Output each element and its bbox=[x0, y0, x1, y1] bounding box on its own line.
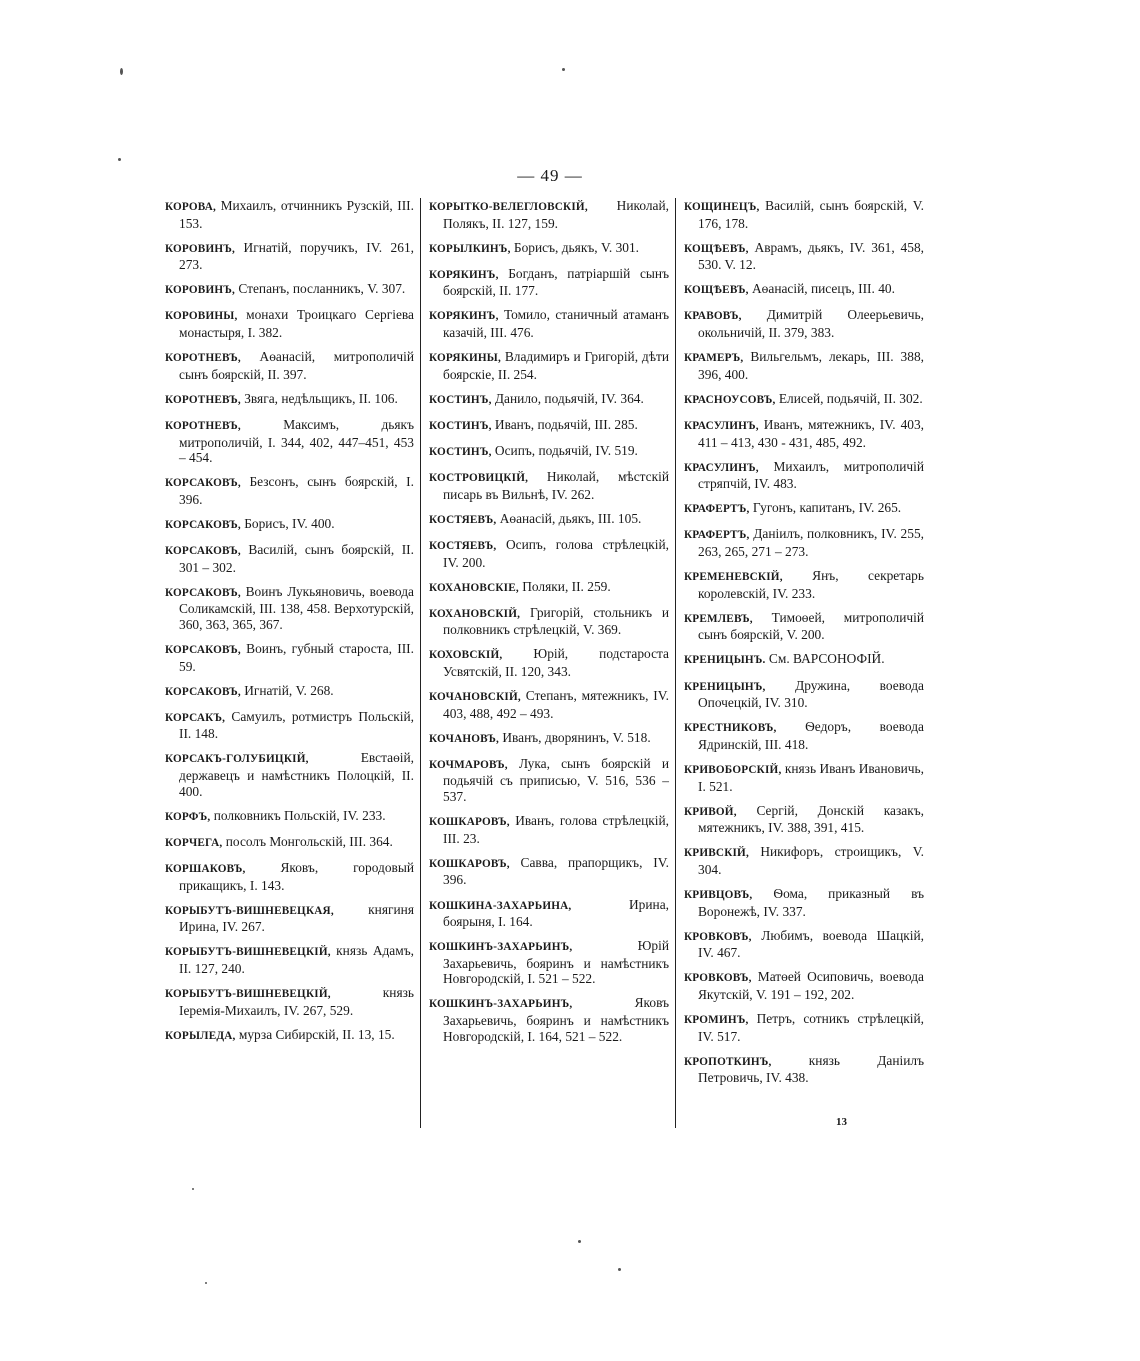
entry-headword: КРЕМЕНЕВСКІЙ, bbox=[684, 571, 783, 584]
index-entry bbox=[165, 474, 414, 507]
index-entry bbox=[684, 568, 924, 601]
entry-headword: КОРСАКОВЪ, bbox=[165, 643, 241, 656]
entry-headword: КОРСАКЪ, bbox=[165, 711, 226, 724]
entry-headword: КОРСАКОВЪ, bbox=[165, 545, 241, 557]
entry-headword: КОРЫБУТЪ-ВИШНЕВЕЦКАЯ, bbox=[165, 904, 334, 917]
entry-text: Савва, прапорщикъ, IV. 396. bbox=[443, 854, 669, 888]
scan-speck bbox=[578, 1240, 581, 1243]
entry-text: мурза Сибирскій, II. 13, 15. bbox=[235, 1026, 395, 1042]
entry-headword: КОЧАНОВЪ, bbox=[429, 732, 499, 745]
entry-headword: КРОВКОВЪ, bbox=[684, 972, 752, 985]
entry-headword: КРИВЦОВЪ, bbox=[684, 889, 753, 901]
index-entry bbox=[165, 417, 414, 466]
entry-headword: КРАСУЛИНЪ, bbox=[684, 419, 759, 432]
entry-text: Томило, станичный атаманъ казачій, III. 476. bbox=[443, 307, 669, 341]
index-entry bbox=[165, 240, 414, 273]
entry-text: Поляки, II. 259. bbox=[518, 578, 611, 594]
scan-speck bbox=[618, 1268, 621, 1271]
entry-headword: КОРСАКЪ-ГОЛУБИЦКІЙ, bbox=[165, 753, 309, 766]
index-entry bbox=[165, 198, 414, 231]
index-entry bbox=[165, 391, 414, 409]
entry-text: Петръ, сотникъ стрѣлецкій, IV. 517. bbox=[698, 1011, 924, 1044]
entry-text: Яковъ, городовый прикащикъ, I. 143. bbox=[179, 859, 414, 893]
entry-headword: КОЧАНОВСКІЙ, bbox=[429, 691, 521, 704]
entry-headword: КОСТЯЕВЪ, bbox=[429, 513, 497, 526]
entry-headword: КОСТИНЪ, bbox=[429, 419, 492, 432]
entry-headword: КОРФЪ, bbox=[165, 810, 211, 823]
entry-text: Безсонъ, сынъ боярскій, I. 396. bbox=[179, 474, 414, 507]
entry-text: Никифоръ, строищикъ, V. 304. bbox=[698, 844, 924, 877]
index-entry bbox=[429, 511, 669, 529]
entry-headword: КОРОТНЕВЪ, bbox=[165, 352, 241, 365]
entry-headword: КОРШАКОВЪ, bbox=[165, 862, 246, 875]
entry-text: Николай, Полякъ, II. 127, 159. bbox=[443, 198, 669, 231]
entry-text: Ѳедоръ, воевода Ядринскій, III. 418. bbox=[698, 719, 924, 752]
index-entry bbox=[684, 1011, 924, 1044]
entry-headword: КРОПОТКИНЪ, bbox=[684, 1055, 772, 1068]
entry-text: Игнатій, поручикъ, IV. 261, 273. bbox=[179, 239, 414, 273]
entry-text: Юрій Захарьевичь, бояринъ и намѣстникъ Новгородскій, I. 521 – 522. bbox=[443, 938, 669, 987]
entry-headword: КОЩѢЕВЪ, bbox=[684, 284, 749, 297]
index-entry bbox=[684, 349, 924, 382]
entry-headword: КРАСНОУСОВЪ, bbox=[684, 393, 776, 406]
entry-headword: КРАСУЛИНЪ, bbox=[684, 461, 759, 474]
index-entry bbox=[429, 198, 669, 231]
entry-headword: КОРЫБУТЪ-ВИШНЕВЕЦКІЙ, bbox=[165, 946, 331, 959]
entry-headword: КОЧМАРОВЪ, bbox=[429, 758, 508, 771]
scan-speck bbox=[562, 68, 565, 71]
index-entry bbox=[429, 469, 669, 502]
page-number: — 49 — bbox=[517, 166, 583, 185]
index-entry bbox=[165, 683, 414, 701]
entry-headword: КОХОВСКІЙ, bbox=[429, 649, 503, 662]
entry-text: Иванъ, голова стрѣлецкій, III. 23. bbox=[443, 813, 669, 846]
entry-headword: КОРСАКОВЪ, bbox=[165, 477, 241, 490]
index-entry bbox=[684, 240, 924, 273]
index-entry bbox=[684, 1053, 924, 1086]
entry-text: Лука, сынъ боярскій и подьячій съ приписью, V. 516, 536 – 537. bbox=[443, 755, 669, 805]
entry-text: Василій, сынъ боярскій, V. 176, 178. bbox=[698, 198, 924, 231]
entry-text: Яковъ Захарьевичь, бояринъ и намѣстникъ Новгородскій, I. 164, 521 – 522. bbox=[443, 995, 669, 1044]
index-entry bbox=[165, 750, 414, 799]
entry-text: Димитрій Олеерьевичь, окольничій, II. 379, 383. bbox=[698, 307, 924, 341]
entry-headword: КОРОВИНЪ, bbox=[165, 284, 236, 297]
index-entry bbox=[684, 391, 924, 409]
entry-text: Любимъ, воевода Шацкій, IV. 467. bbox=[698, 927, 924, 961]
entry-text: князь Иванъ Ивановичь, I. 521. bbox=[698, 760, 924, 794]
entry-headword: КРОВКОВЪ, bbox=[684, 930, 752, 943]
entry-headword: КОРЯКИНЪ, bbox=[429, 268, 499, 281]
entry-text: Иванъ, подьячій, III. 285. bbox=[491, 416, 638, 432]
entry-text: Михаилъ, отчинникъ Рузскій, III. 153. bbox=[179, 198, 414, 231]
entry-headword: КОРОВА, bbox=[165, 201, 217, 213]
entry-headword: КОРСАКОВЪ, bbox=[165, 518, 241, 531]
entry-headword: КОРСАКОВЪ, bbox=[165, 586, 241, 599]
entry-text: князь Іеремія-Михаилъ, IV. 267, 529. bbox=[179, 984, 414, 1018]
entry-headword: КРИВОЙ, bbox=[684, 805, 737, 818]
index-entry bbox=[684, 526, 924, 559]
entry-headword: КОРОВИНЪ, bbox=[165, 242, 236, 255]
entry-text: Янъ, секретарь королевскій, IV. 233. bbox=[698, 568, 924, 601]
entry-headword: КРАФЕРТЪ, bbox=[684, 503, 750, 516]
index-entry bbox=[429, 756, 669, 805]
index-entry bbox=[429, 688, 669, 721]
entry-text: Гугонъ, капитанъ, IV. 265. bbox=[749, 500, 902, 516]
index-entry bbox=[684, 610, 924, 643]
entry-text: Степанъ, мятежникъ, IV. 403, 488, 492 – 493. bbox=[443, 688, 669, 721]
entry-text: Данило, подьячій, IV. 364. bbox=[491, 390, 644, 406]
entry-headword: КОРЯКИНЫ, bbox=[429, 352, 501, 365]
entry-headword: КОРЫЛКИНЪ, bbox=[429, 242, 511, 255]
entry-text: полковникъ Польскій, IV. 233. bbox=[210, 807, 386, 823]
index-entry bbox=[165, 808, 414, 826]
index-entry bbox=[684, 281, 924, 299]
entry-text: Воинъ, губный староста, III. 59. bbox=[179, 640, 414, 674]
entry-headword: КРАВОВЪ, bbox=[684, 310, 742, 323]
entry-headword: КОРОТНЕВЪ, bbox=[165, 393, 241, 406]
entry-text: князь Адамъ, II. 127, 240. bbox=[179, 943, 414, 976]
entry-headword: КРИВСКІЙ, bbox=[684, 847, 749, 860]
entry-text: Григорій, стольникъ и полковникъ стрѣлецкій, V. 369. bbox=[443, 604, 669, 638]
entry-text: Богданъ, патріаршій сынъ боярскій, II. 177. bbox=[443, 265, 669, 299]
entry-headword: КОШКИНЪ-ЗАХАРЬИНЪ, bbox=[429, 941, 573, 954]
entry-headword: КОРЫТКО-ВЕЛЕГЛОВСКІЙ, bbox=[429, 201, 588, 213]
index-entry bbox=[429, 417, 669, 435]
entry-headword: КОШКИНЪ-ЗАХАРЬИНЪ, bbox=[429, 998, 573, 1011]
entry-text: Борисъ, IV. 400. bbox=[240, 515, 335, 531]
entry-text: Аѳанасій, писецъ, III. 40. bbox=[748, 281, 895, 297]
entry-text: Аѳанасій, митрополичій сынъ боярскій, II. 397. bbox=[179, 349, 414, 382]
entry-headword: КРЕМЛЕВЪ, bbox=[684, 612, 753, 625]
entry-headword: КОСТИНЪ, bbox=[429, 446, 492, 459]
index-entry bbox=[165, 709, 414, 742]
index-entry bbox=[165, 860, 414, 893]
index-entry bbox=[684, 969, 924, 1002]
index-entry bbox=[429, 938, 669, 987]
entry-headword: КОХАНОВСКІЙ, bbox=[429, 607, 521, 620]
entry-text: Звяга, недѣльщикъ, II. 106. bbox=[240, 390, 398, 406]
index-entry bbox=[684, 198, 924, 231]
entry-headword: КОСТРОВИЦКІЙ, bbox=[429, 472, 529, 485]
index-entry bbox=[429, 240, 669, 258]
entry-text: Николай, мѣстскій писарь въ Вильнѣ, IV. 262. bbox=[443, 469, 669, 502]
entry-text: Иванъ, дворянинъ, V. 518. bbox=[498, 729, 651, 745]
entry-text: Даніилъ, полковникъ, IV. 255, 263, 265, 271 – 273. bbox=[698, 526, 924, 559]
index-entry bbox=[165, 542, 414, 575]
index-entry bbox=[165, 349, 414, 382]
index-entry bbox=[429, 605, 669, 638]
entry-headword: КОШКИНА-ЗАХАРЬИНА, bbox=[429, 899, 572, 912]
entry-headword: КРЕСТНИКОВЪ, bbox=[684, 722, 777, 735]
index-entry bbox=[684, 844, 924, 877]
index-entry bbox=[684, 307, 924, 340]
index-column-3 bbox=[675, 198, 930, 1128]
index-column-2 bbox=[420, 198, 675, 1128]
index-entry bbox=[165, 281, 414, 299]
index-entry bbox=[429, 855, 669, 888]
entry-text: Юрій, подстароста Усвятскій, II. 120, 343. bbox=[443, 646, 669, 679]
entry-text: Дружина, воевода Опочецкій, IV. 310. bbox=[698, 677, 924, 711]
index-column-1 bbox=[165, 198, 420, 1128]
index-entry bbox=[684, 651, 924, 669]
index-entry bbox=[165, 641, 414, 674]
index-entry bbox=[429, 579, 669, 597]
entry-headword: КОРСАКОВЪ, bbox=[165, 685, 241, 698]
index-entry bbox=[429, 537, 669, 570]
index-entry bbox=[429, 995, 669, 1044]
entry-text: посолъ Монгольскій, III. 364. bbox=[222, 833, 393, 849]
sheet-signature: 13 bbox=[836, 1116, 847, 1128]
index-entry bbox=[684, 719, 924, 752]
index-entry bbox=[165, 307, 414, 340]
index-columns bbox=[165, 198, 930, 1128]
entry-text: Ирина, боярыня, I. 164. bbox=[443, 896, 669, 930]
index-entry bbox=[165, 985, 414, 1018]
entry-headword: КРЕНИЦЫНЪ. bbox=[684, 654, 766, 667]
index-entry bbox=[429, 813, 669, 846]
index-entry bbox=[684, 886, 924, 919]
index-entry bbox=[165, 943, 414, 976]
scan-speck bbox=[192, 1188, 194, 1190]
index-entry bbox=[165, 516, 414, 534]
index-entry bbox=[684, 417, 924, 450]
index-entry bbox=[429, 730, 669, 748]
entry-text: Евстаѳій, державецъ и намѣстникъ Полоцкій, II. 400. bbox=[179, 750, 414, 799]
index-entry bbox=[165, 902, 414, 935]
entry-headword: КОЩѢЕВЪ, bbox=[684, 242, 749, 255]
entry-text: Аѳанасій, дьякъ, III. 105. bbox=[496, 510, 642, 526]
entry-headword: КОХАНОВСКІЕ, bbox=[429, 581, 519, 594]
entry-headword: КРОМИНЪ, bbox=[684, 1014, 749, 1027]
entry-text: Сергій, Донскій казакъ, мятежникъ, IV. 388, 391, 415. bbox=[698, 802, 924, 836]
entry-text: Василій, сынъ боярскій, II. 301 – 302. bbox=[179, 542, 414, 575]
entry-headword: КРИВОБОРСКІЙ, bbox=[684, 763, 782, 776]
entry-headword: КОРОВИНЫ, bbox=[165, 310, 238, 323]
index-entry bbox=[684, 928, 924, 961]
index-entry bbox=[684, 459, 924, 492]
entry-headword: КРАФЕРТЪ, bbox=[684, 529, 750, 542]
index-entry bbox=[684, 761, 924, 794]
index-entry bbox=[429, 897, 669, 930]
entry-headword: КОРЫЛЕДА, bbox=[165, 1029, 236, 1042]
entry-headword: КОСТИНЪ, bbox=[429, 393, 492, 406]
entry-headword: КРЕНИЦЫНЪ, bbox=[684, 680, 766, 693]
entry-headword: КОРЫБУТЪ-ВИШНЕВЕЦКІЙ, bbox=[165, 987, 331, 1000]
index-entry bbox=[165, 584, 414, 633]
entry-headword: КОШКАРОВЪ, bbox=[429, 816, 510, 829]
entry-text: Самуилъ, ротмистръ Польскій, II. 148. bbox=[179, 708, 414, 742]
index-entry bbox=[429, 307, 669, 340]
index-entry bbox=[429, 349, 669, 382]
entry-text: Осипъ, подьячій, IV. 519. bbox=[491, 443, 638, 459]
entry-text: Матѳей Осиповичь, воевода Якутскій, V. 191 – 192, 202. bbox=[698, 969, 924, 1002]
entry-headword: КРАМЕРЪ, bbox=[684, 352, 744, 365]
index-entry bbox=[165, 1027, 414, 1045]
entry-text: Степанъ, посланникъ, V. 307. bbox=[235, 281, 406, 297]
scan-speck bbox=[120, 68, 123, 75]
entry-text: Владимиръ и Григорій, дѣти боярскіе, II. 254. bbox=[443, 349, 669, 382]
entry-headword: КОШКАРОВЪ, bbox=[429, 857, 510, 870]
entry-text: князь Даніилъ Петровичь, IV. 438. bbox=[698, 1052, 924, 1086]
index-entry bbox=[684, 803, 924, 836]
entry-headword: КОЩИНЕЦЪ, bbox=[684, 201, 760, 213]
index-entry bbox=[429, 391, 669, 409]
entry-headword: КОСТЯЕВЪ, bbox=[429, 539, 497, 552]
entry-text: монахи Троицкаго Сергіева монастыря, I. 382. bbox=[179, 307, 414, 341]
index-entry bbox=[429, 443, 669, 461]
scan-speck bbox=[205, 1282, 207, 1284]
index-entry bbox=[429, 646, 669, 679]
entry-text: Осипъ, голова стрѣлецкій, IV. 200. bbox=[443, 536, 669, 570]
entry-text: Воинъ Лукьяновичь, воевода Соликамскій, III. 138, 458. Верхотурскій, 360, 363, 365, 367. bbox=[179, 583, 414, 632]
entry-text: См. ВАРСОНОФІЙ. bbox=[765, 651, 885, 667]
entry-text: Ѳома, приказный въ Воронежѣ, IV. 337. bbox=[698, 886, 924, 919]
index-entry bbox=[684, 678, 924, 711]
entry-text: Максимъ, дьякъ митрополичій, I. 344, 402, 447–451, 453 – 454. bbox=[179, 416, 414, 466]
scan-speck bbox=[118, 158, 121, 161]
index-entry bbox=[165, 834, 414, 852]
entry-text: Игнатій, V. 268. bbox=[240, 682, 334, 698]
index-entry bbox=[429, 266, 669, 299]
entry-headword: КОРОТНЕВЪ, bbox=[165, 419, 241, 432]
entry-text: Михаилъ, митрополичій стряпчій, IV. 483. bbox=[698, 458, 924, 492]
entry-text: Иванъ, мятежникъ, IV. 403, 411 – 413, 430 - 431, 485, 492. bbox=[698, 416, 924, 450]
entry-headword: КОРЯКИНЪ, bbox=[429, 310, 499, 323]
index-entry bbox=[684, 500, 924, 518]
entry-text: Аврамъ, дьякъ, IV. 361, 458, 530. V. 12. bbox=[698, 239, 924, 273]
entry-text: Вильгельмъ, лекарь, III. 388, 396, 400. bbox=[698, 349, 924, 382]
entry-headword: КОРЧЕГА, bbox=[165, 836, 223, 849]
entry-text: княгиня Ирина, IV. 267. bbox=[179, 901, 414, 935]
entry-text: Елисей, подьячій, II. 302. bbox=[775, 390, 923, 406]
entry-text: Борисъ, дьякъ, V. 301. bbox=[510, 239, 640, 255]
entry-text: Тимоѳей, митрополичій сынъ боярскій, V. 200. bbox=[698, 609, 924, 643]
